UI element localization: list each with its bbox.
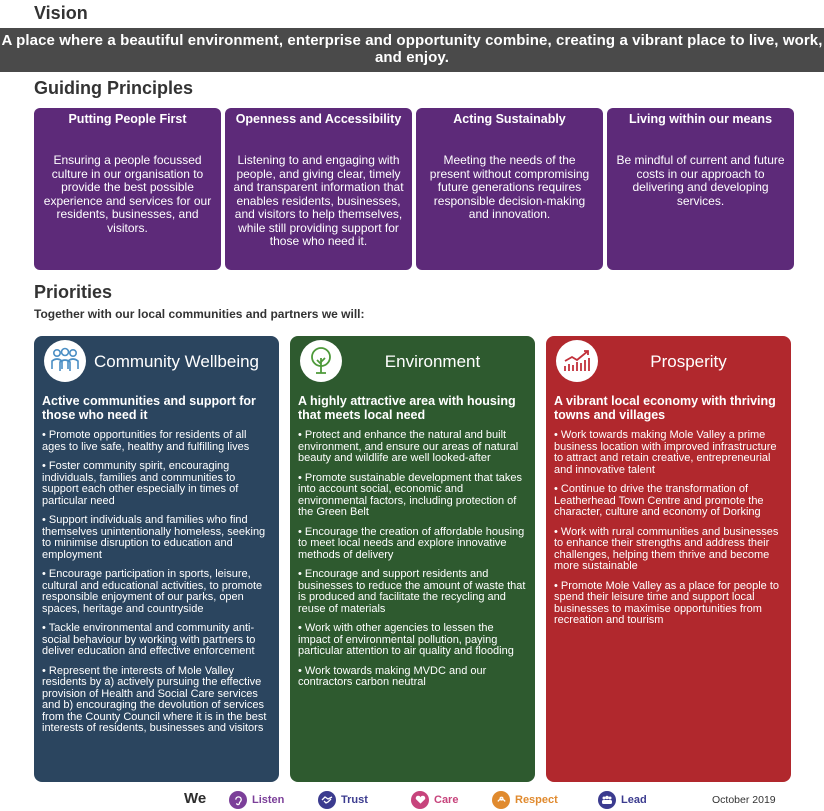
- list-item: • Represent the interests of Mole Valley residents by a) actively pursuing the effective provision of Health and Social Care services and b) encouraging the devolution of services from the County Council where it is in the best interests of residents, businesses and visitors: [42, 664, 267, 734]
- principle-title: Living within our means: [628, 112, 773, 126]
- value-lead: [598, 791, 647, 809]
- column-intro: A vibrant local economy with thriving towns and villages: [554, 394, 776, 422]
- list-item: • Tackle environmental and community anti-social behaviour by working with partners to deliver education and effective enforcement: [42, 622, 256, 657]
- priorities-heading: Priorities: [34, 282, 113, 302]
- priority-column-community-wellbeing: [34, 336, 279, 782]
- guiding-principles-heading: Guiding Principles: [34, 78, 194, 98]
- values-footer: [0, 790, 824, 811]
- principle-body: Listening to and engaging with people, and giving clear, timely and transparent information that enables residents, businesses, and visitors to help themselves, while still providing support for those who need it.: [233, 153, 404, 248]
- value-label: Respect: [515, 794, 558, 806]
- principle-body: Ensuring a people focussed culture in our organisation to provide the best possible experience and services for our residents, businesses, and visitors.: [43, 153, 212, 235]
- group-icon: [598, 791, 616, 809]
- principle-title: Openness and Accessibility: [235, 112, 402, 126]
- priority-columns: [34, 336, 791, 782]
- principle-title: Acting Sustainably: [453, 112, 566, 126]
- respect-icon: [492, 791, 510, 809]
- we-label: We: [184, 790, 207, 807]
- column-intro: Active communities and support for those who need it: [42, 394, 256, 422]
- principle-body: Meeting the needs of the present without compromising future generations requires responsible decision-making and innovation.: [429, 153, 590, 221]
- guiding-principles: [34, 108, 794, 270]
- principle-title: Putting People First: [68, 112, 187, 126]
- list-item: • Promote opportunities for residents of all ages to live safe, healthy and fulfilling lives: [42, 429, 250, 453]
- heart-icon: [411, 791, 429, 809]
- document-date: October 2019: [712, 794, 776, 806]
- principle-card-living-within-means: [607, 108, 794, 270]
- ear-icon: [229, 791, 247, 809]
- growth-chart-icon: [556, 340, 598, 382]
- column-title: Community Wellbeing: [93, 351, 260, 371]
- value-label: Trust: [341, 794, 368, 806]
- column-list: [298, 430, 527, 689]
- list-item: • Protect and enhance the natural and built environment, and ensure our areas of natural beauty and wildlife are well looked-after: [298, 429, 519, 464]
- principle-card-putting-people-first: [34, 108, 221, 270]
- column-intro: A highly attractive area with housing that meets local need: [298, 394, 516, 422]
- value-label: Listen: [252, 794, 285, 806]
- list-item: • Work towards making MVDC and our contractors carbon neutral: [298, 664, 487, 688]
- principle-card-openness: [225, 108, 412, 270]
- list-item: • Encourage the creation of affordable housing to meet local needs and explore innovative methods of delivery: [298, 525, 525, 561]
- column-title: Prosperity: [650, 351, 727, 371]
- list-item: • Work towards making Mole Valley a prime business location with improved infrastructure to attract and retain creative, entrepreneurial and innovative talent: [554, 429, 777, 476]
- handshake-icon: [318, 791, 336, 809]
- priorities-subtitle: Together with our local communities and partners we will:: [34, 307, 365, 321]
- list-item: • Work with rural communities and businesses to enhance their strengths and address their challenges, helping them thrive and become more sustainable: [554, 525, 779, 572]
- value-respect: [492, 791, 558, 809]
- list-item: • Promote Mole Valley as a place for people to spend their leisure time and support local businesses to maximise opportunities from recreation and tourism: [554, 579, 779, 626]
- list-item: • Work with other agencies to lessen the impact of environmental pollution, paying particular attention to air quality and flooding: [298, 622, 514, 657]
- list-item: • Foster community spirit, encouraging individuals, families and communities to support each other especially in times of particular need: [42, 460, 239, 507]
- priority-column-environment: [290, 336, 535, 782]
- value-label: Care: [434, 794, 459, 806]
- column-list: [554, 430, 783, 627]
- tree-icon: [300, 340, 342, 382]
- value-trust: [318, 791, 368, 809]
- list-item: • Continue to drive the transformation of Leatherhead Town Centre and promote the character, culture and economy of Dorking: [554, 483, 764, 518]
- principle-card-acting-sustainably: [416, 108, 603, 270]
- column-list: [42, 430, 271, 735]
- column-header: [554, 336, 783, 386]
- list-item: • Encourage and support residents and businesses to reduce the amount of waste that is produced and facilitate the recycling and reuse of materials: [298, 568, 526, 615]
- list-item: • Encourage participation in sports, leisure, cultural and educational activities, to promote responsible enjoyment of our parks, open spaces, heritage and countryside: [42, 568, 263, 615]
- column-header: [42, 336, 271, 386]
- principle-body: Be mindful of current and future costs in our approach to delivering and developing services.: [616, 153, 785, 208]
- list-item: • Support individuals and families who find themselves unintentionally homeless, seeking to minimise disruption to education and employment: [42, 514, 266, 561]
- list-item: • Promote sustainable development that takes into account social, economic and environmental factors, including protection of the Green Belt: [298, 471, 522, 518]
- priority-column-prosperity: [546, 336, 791, 782]
- value-listen: [229, 791, 284, 809]
- people-icon: [44, 340, 86, 382]
- value-label: Lead: [621, 794, 647, 806]
- column-title: Environment: [384, 351, 481, 371]
- value-care: [411, 791, 458, 809]
- column-header: [298, 336, 527, 386]
- vision-statement: A place where a beautiful environment, enterprise and opportunity combine, creating a vibrant place to live, work, and enjoy.: [0, 28, 824, 72]
- vision-heading: Vision: [34, 3, 88, 23]
